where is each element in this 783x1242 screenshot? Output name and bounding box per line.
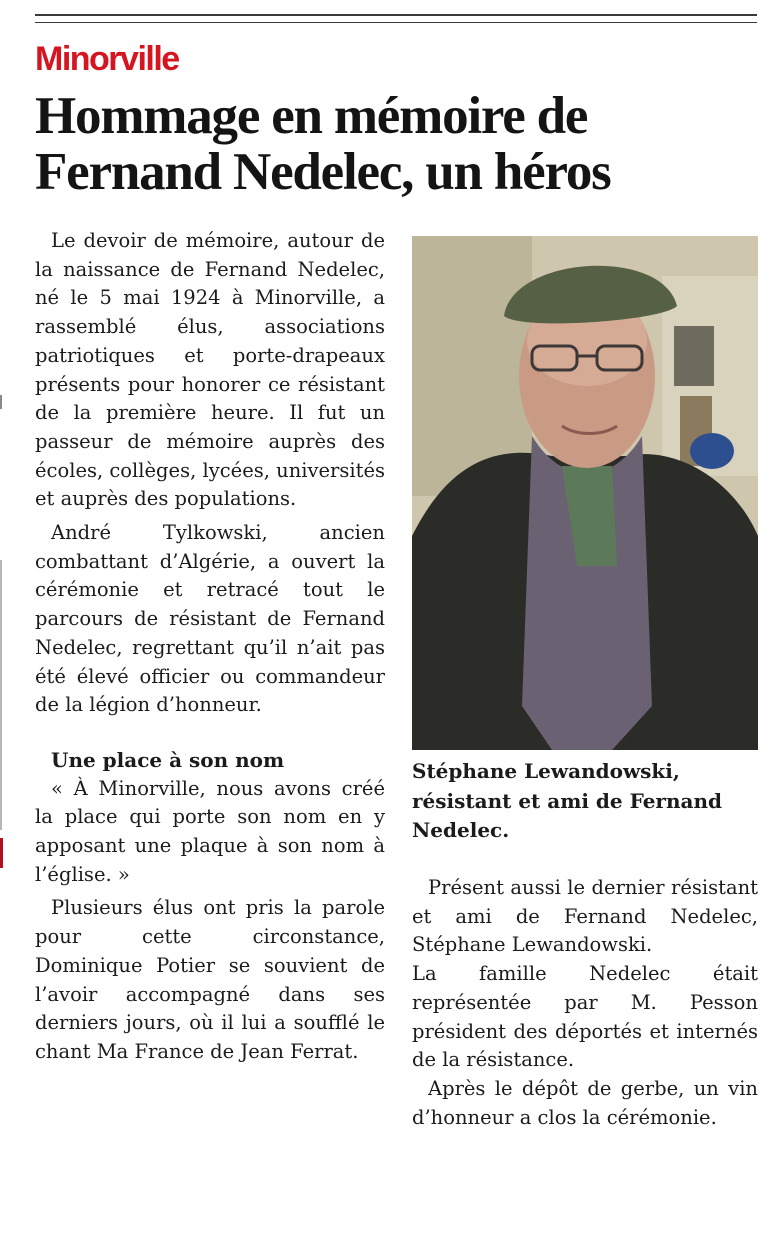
portrait-photo [412, 236, 758, 750]
body-paragraph: Le devoir de mémoire, autour de la naissance de Fernand Nedelec, né le 5 mai 1924 à Minorville, a rassemblé élus, associations patriotiques et porte-drapeaux présents pour honorer ce résistant de la première heure. Il fut un passeur de mémoire auprès des écoles, collèges, lycées, universités et auprès des populations. [35, 229, 386, 511]
body-paragraph: La famille Nedelec était représentée par M. Pesson président des déportés et internés de la résistance. [412, 962, 758, 1072]
section-kicker: Minorville [35, 40, 179, 78]
top-rule-thin [35, 22, 757, 23]
body-paragraph: « À Minorville, nous avons créé la place qui porte son nom en y apposant une plaque à son nom à l’église. » [35, 776, 385, 886]
left-column [35, 227, 385, 1067]
right-column [412, 874, 758, 1132]
edge-mark [0, 838, 3, 868]
subheading: Une place à son nom [51, 747, 285, 772]
portrait-illustration [412, 236, 758, 750]
edge-mark [0, 395, 2, 409]
body-paragraph: André Tylkowski, ancien combattant d’Algérie, a ouvert la cérémonie et retracé tout le parcours de résistant de Fernand Nedelec, regrettant qu’il n’ait pas été élevé officier ou commandeur de la légion d’honneur. [35, 521, 385, 717]
photo-caption: Stéphane Lewandowski, résistant et ami de Fernand Nedelec. [412, 759, 722, 842]
top-rule [35, 14, 757, 16]
body-paragraph: Présent aussi le dernier résistant et ami de Fernand Nedelec, Stéphane Lewandowski. [412, 876, 758, 957]
body-paragraph: Plusieurs élus ont pris la parole pour cette circonstance, Dominique Potier se souvient de l’avoir accompagné dans ses derniers jours, où il lui a soufflé le chant Ma France de Jean Ferrat. [35, 896, 385, 1063]
body-paragraph: Après le dépôt de gerbe, un vin d’honneur a clos la cérémonie. [412, 1076, 758, 1129]
edge-mark [0, 560, 2, 830]
article-headline: Hommage en mémoire de Fernand Nedelec, un héros [35, 87, 611, 201]
